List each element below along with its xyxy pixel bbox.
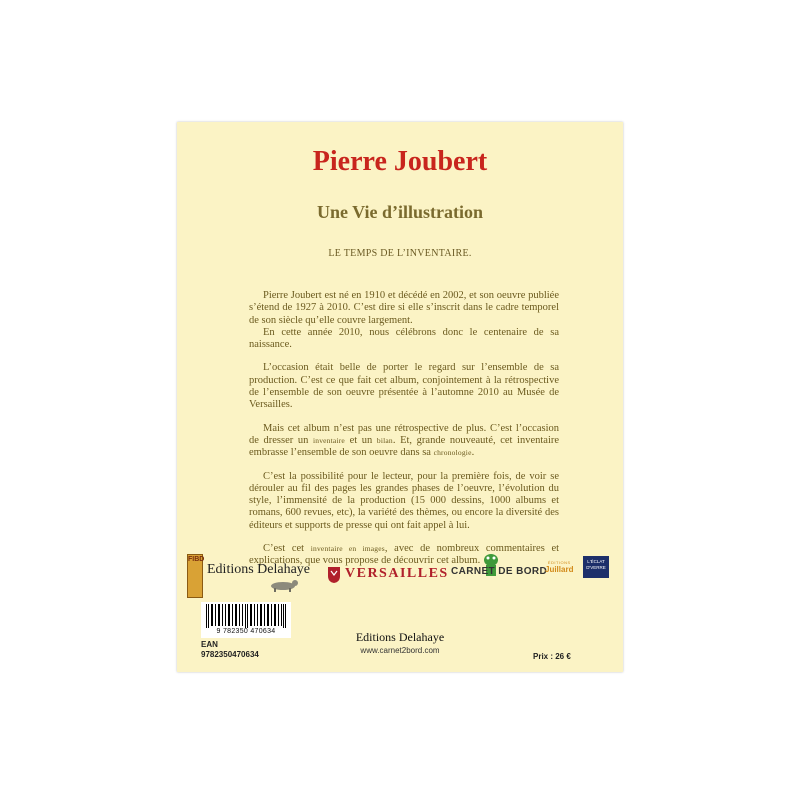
ean-value: 9782350470634 (201, 650, 259, 659)
section-heading: LE TEMPS DE L’INVENTAIRE. (328, 248, 472, 259)
author-title: Pierre Joubert (312, 146, 488, 177)
paragraph-1: Pierre Joubert est né en 1910 et décédé en 2002, et son oeuvre publiée s’étend de 1927 à 2010. C’est dire si elle s’inscrit dans le cadre temporel de son siècle qu’elle couvre largement. (249, 290, 559, 326)
barcode-number: 9 782350 470634 (216, 628, 276, 635)
p4-text-a: Mais cet album n’est pas une rétrospective de plus. C’est l’occasion de dresser un (249, 422, 559, 446)
p4-smallcaps-3: chronologie (433, 448, 472, 458)
publisher-name: Editions Delahaye (355, 630, 445, 644)
juillard-small-label: ÉDITIONS (547, 560, 571, 565)
paragraph-5: C’est la possibilité pour le lecteur, pour la première fois, de voir se dérouler au fil des pages les grandes phases de l’oeuvre, l’évolution du style, l’immensité de la production (15 000 dessins, 1000 albums et romans, 600 revues, etc), la variété des thèmes, ou encore la diversité des éditeurs et supports de presse qui ont fait appel à lui. (249, 470, 559, 531)
paragraph-4 (249, 423, 559, 460)
p6-smallcaps: inventaire en images (310, 544, 385, 554)
versailles-crest-icon (327, 566, 341, 584)
p4-text-c: . Et, grande nouveauté, cet inventaire embrasse l’ensemble de son oeuvre dans sa (249, 434, 560, 459)
dog-icon (265, 578, 301, 592)
p6-text-b: , avec de nombreux commentaires et explications, que vous propose de découvrir cet album. (249, 543, 560, 567)
ean-label: EAN (201, 640, 218, 649)
versailles-logo: VERSAILLES (345, 566, 449, 581)
book-back-cover (177, 122, 623, 672)
barcode-bars (205, 604, 287, 628)
eclat-line-2: D'VERRE (586, 564, 606, 570)
delahaye-logo: Editions Delahaye (207, 562, 311, 577)
p4-smallcaps-2: bilan (376, 435, 393, 445)
p4-text-b: et un (349, 434, 373, 446)
eclat-line-1: L'ÉCLAT (587, 559, 605, 564)
blurb-text (249, 290, 559, 579)
publisher-url: www.carnet2bord.com (360, 646, 440, 655)
p6-text-a: C’est cet (263, 543, 305, 555)
sponsor-logos (187, 552, 613, 598)
p4-text-d: . (471, 447, 475, 459)
p4-smallcaps-1: inventaire (312, 435, 345, 445)
book-subtitle: Une Vie d’illustration (316, 202, 483, 222)
paragraph-3: L’occasion était belle de porter le regard sur l’ensemble de sa production. C’est ce que fait cet album, conjointement à la rétrospective de l’ensemble de son oeuvre présentée à l’automne 2010 au Musée de Versailles. (249, 362, 559, 411)
eclat-de-verre-logo (583, 556, 609, 578)
juillard-label: Juillard (545, 565, 574, 574)
carnet-de-bord-logo: CARNET DE BORD (451, 566, 548, 577)
price-label: Prix : 26 € (533, 652, 571, 661)
fibd-logo: FIBD (187, 554, 203, 598)
juillard-logo (545, 560, 573, 574)
paragraph-2: En cette année 2010, nous célébrons donc le centenaire de sa naissance. (249, 326, 559, 351)
